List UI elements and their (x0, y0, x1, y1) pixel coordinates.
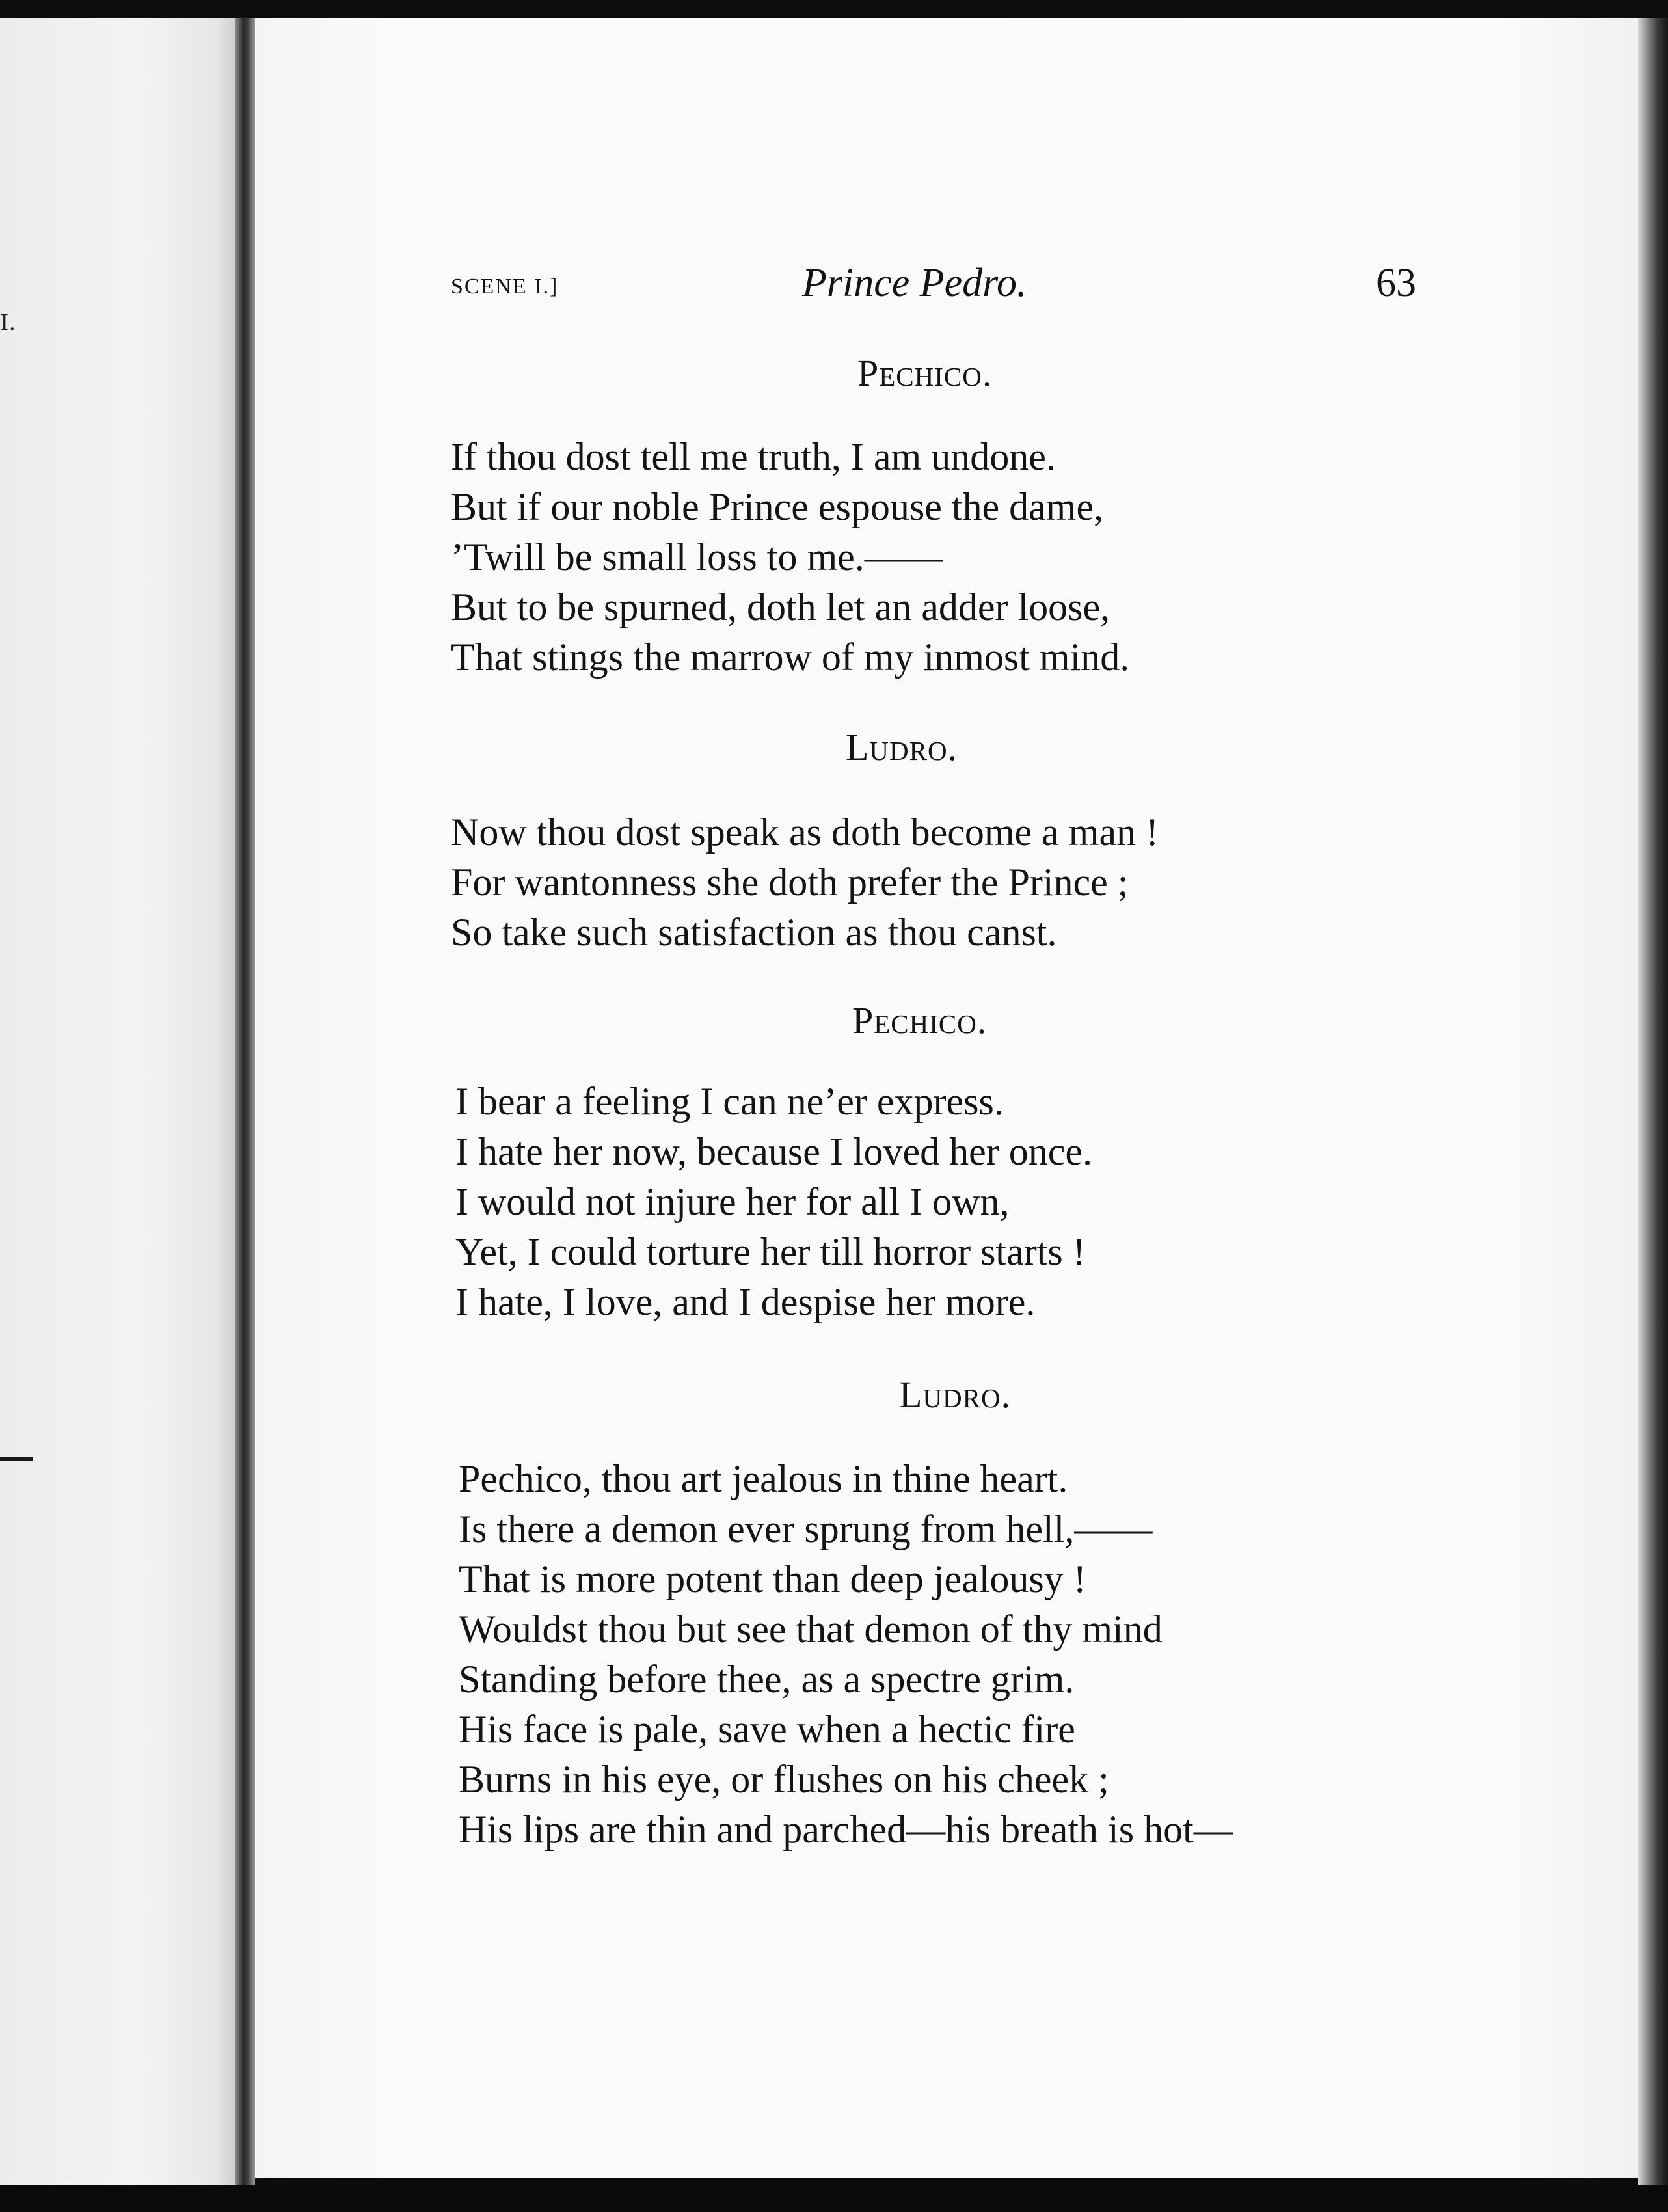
verse-line: ’Twill be small loss to me.—— (451, 535, 943, 578)
verse-line: That is more potent than deep jealousy ! (459, 1558, 1086, 1600)
verse-line: I hate, I love, and I despise her more. (455, 1280, 1036, 1323)
verse-line: For wantonness she doth prefer the Prince ; (451, 861, 1129, 904)
verse-block (451, 432, 1129, 682)
speaker-heading: Pechico. (852, 999, 988, 1042)
verse-line: Burns in his eye, or flushes on his cheek ; (459, 1758, 1109, 1801)
book-title: Prince Pedro. (802, 261, 1027, 305)
verse-line: If thou dost tell me truth, I am undone. (451, 435, 1056, 478)
verse-block (455, 1077, 1092, 1327)
verse-line: Is there a demon ever sprung from hell,—— (459, 1507, 1153, 1550)
verse-line: But to be spurned, doth let an adder loose, (451, 586, 1110, 628)
scene-label: SCENE I.] (451, 275, 559, 299)
verse-line: Now thou dost speak as doth become a man ! (451, 811, 1159, 854)
page-edge-shadow (1638, 18, 1668, 2185)
verse-line: Pechico, thou art jealous in thine heart. (459, 1457, 1068, 1500)
verse-line: I bear a feeling I can ne’er express. (455, 1080, 1004, 1123)
verse-line: But if our noble Prince espouse the dame, (451, 485, 1104, 528)
verse-line: Wouldst thou but see that demon of thy mind (459, 1608, 1163, 1651)
left-page-margin-dash (0, 1457, 33, 1461)
book-gutter (235, 18, 255, 2185)
verse-line: His lips are thin and parched—his breath is hot— (459, 1808, 1233, 1851)
verse-line: Yet, I could torture her till horror starts ! (455, 1230, 1086, 1273)
speaker-heading: Pechico. (857, 352, 993, 394)
speaker-heading: Ludro. (846, 726, 958, 768)
left-page-margin-dash-text (0, 1457, 1, 1458)
verse-block (451, 807, 1159, 958)
speaker-heading: Ludro. (899, 1373, 1012, 1416)
left-page-margin-marker: I. (0, 310, 16, 336)
left-facing-page (0, 18, 235, 2185)
running-head (451, 260, 1420, 325)
verse-line: That stings the marrow of my inmost mind. (451, 636, 1130, 679)
bottom-shadow (0, 2185, 1668, 2212)
verse-line: I hate her now, because I loved her once. (455, 1130, 1092, 1173)
verse-line: So take such satisfaction as thou canst. (451, 911, 1057, 954)
verse-line: His face is pale, save when a hectic fire (459, 1708, 1075, 1751)
verse-block (459, 1454, 1233, 1855)
verse-line: I would not injure her for all I own, (455, 1180, 1010, 1223)
verse-line: Standing before thee, as a spectre grim. (459, 1658, 1075, 1701)
page-number: 63 (1376, 261, 1416, 305)
